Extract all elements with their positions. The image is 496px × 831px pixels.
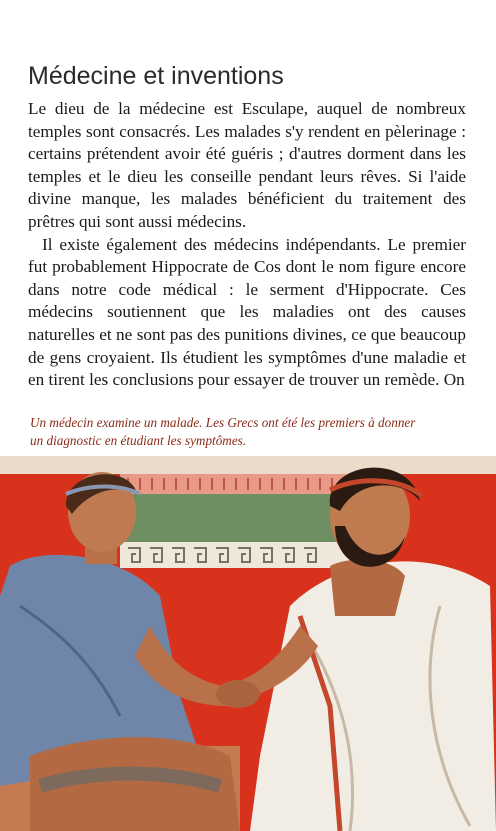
page-title: Médecine et inventions xyxy=(28,62,284,90)
paragraph-2: Il existe également des médecins indépendants. Le premier fut probablement Hippocrate de Cos dont le nom figure encore dans notre code médical : le serment d'Hippocrate. Ces médecins soutiennent que les maladies ont des causes naturelles et ne sont pas des punitions divines, ce que beaucoup de gens croyaient. Ils étudient les symptômes d'une maladie et en tirent les conclusions pour essayer de trouver un remède. On xyxy=(28,234,466,390)
figure-caption: Un médecin examine un malade. Les Grecs ont été les premiers à donner un diagnostic en étudiant les symptômes. xyxy=(30,415,416,448)
clasped-hands xyxy=(216,680,260,708)
paragraph-1: Le dieu de la médecine est Esculape, auquel de nombreux temples sont consacrés. Les malades s'y rendent en pèlerinage : certains prétendent avoir été guéris ; d'autres dorment dans les temples et le dieu les conseille pendant leurs rêves. Si l'aide divine manque, les malades bénéficient du traitement des prêtres qui sont aussi médecins. xyxy=(28,99,466,231)
wall-upper-pale xyxy=(0,456,496,474)
article-body xyxy=(28,98,466,392)
illustration-physician-and-patient xyxy=(0,456,496,831)
physician-chest xyxy=(330,559,405,616)
